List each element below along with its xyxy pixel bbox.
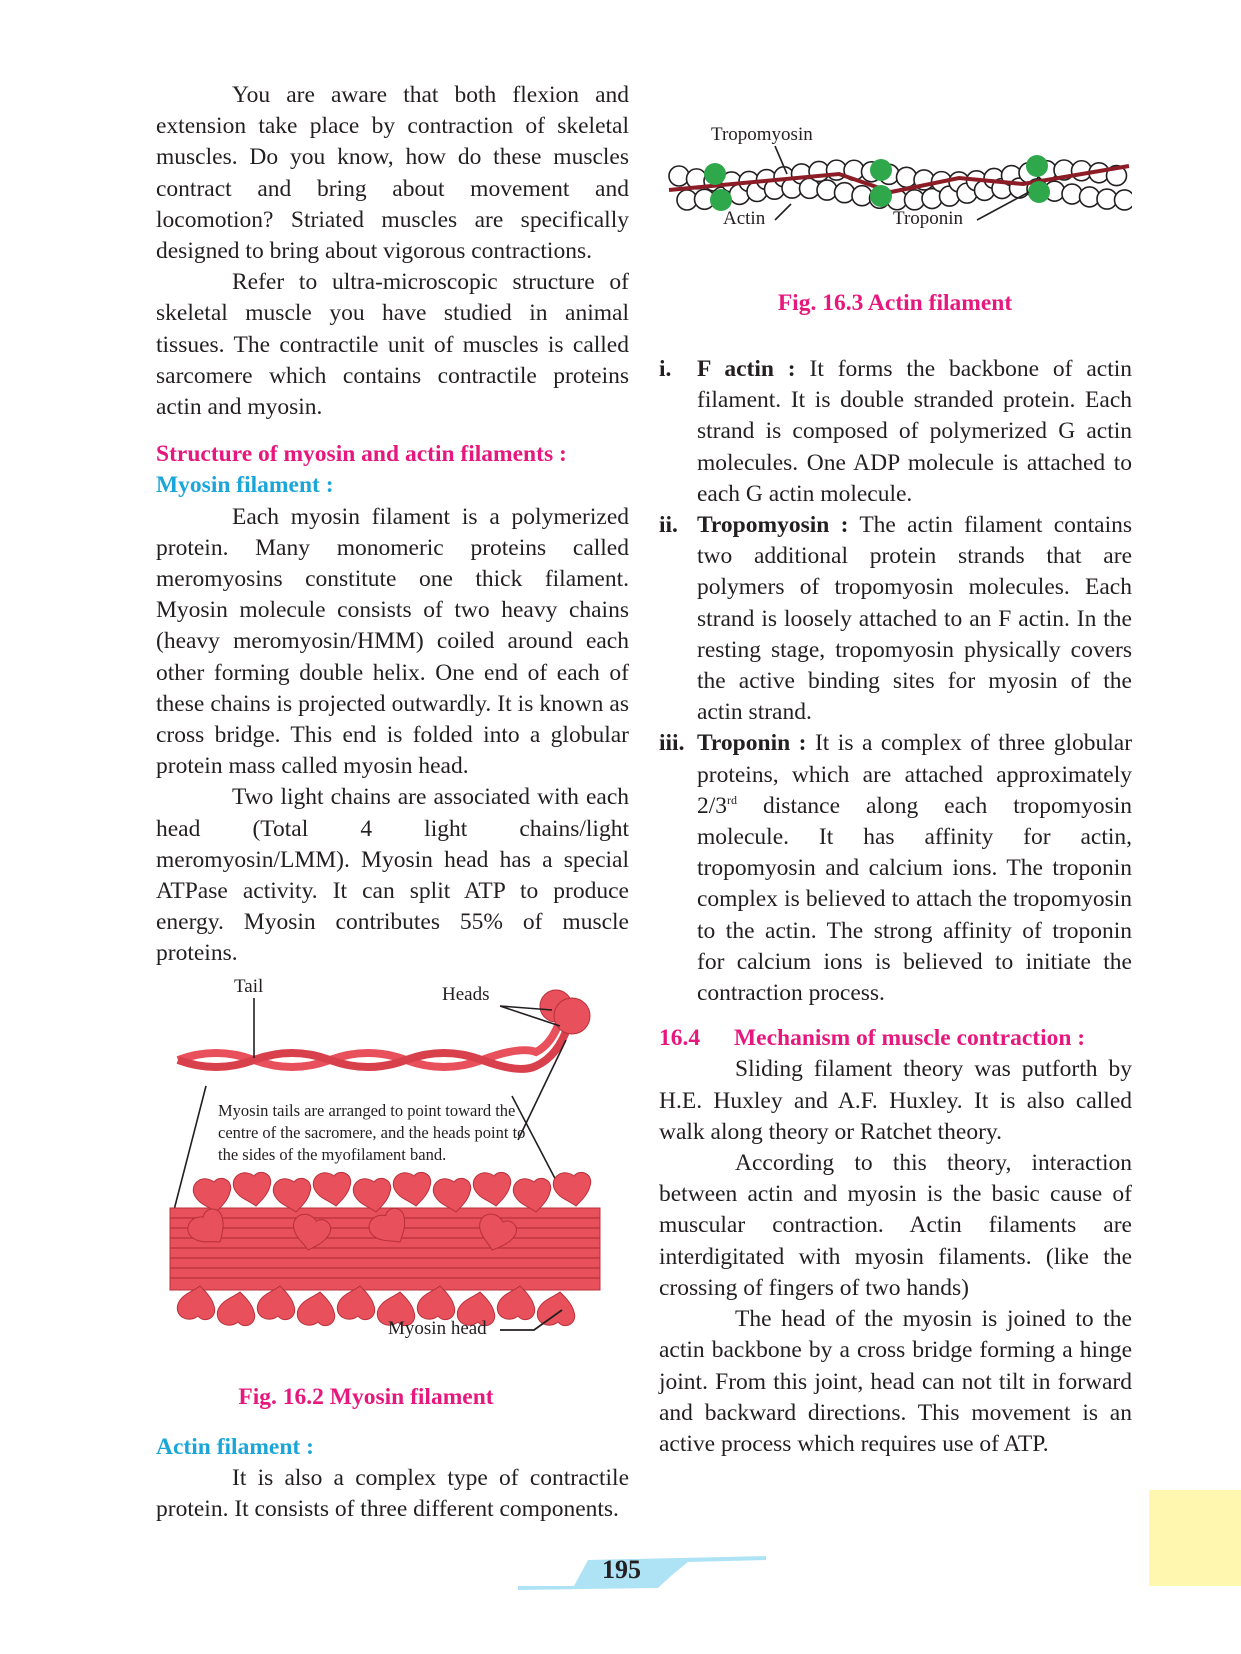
label-troponin: Troponin [893,208,964,229]
list-number: ii. [659,512,678,539]
paragraph-sliding: Sliding filament theory was putforth by H.E. Huxley and A.F. Huxley. It is also called walk along theory or Ratchet theory. [659,1056,1132,1145]
label-myosin-head: Myosin head [388,1318,487,1339]
paragraph-theory: According to this theory, interaction between actin and myosin is the basic cause of muscular contraction. Actin filaments are interdigitated with myosin filaments. (like the crossing of fingers of two hands) [659,1150,1132,1301]
g-actin-bead [1062,184,1082,204]
paragraph-myosin: Each myosin filament is a polymerized protein. Many monomeric proteins called meromyosins constitute one thick filament. Myosin molecule consists of two heavy chains (heavy meromyosin/HMM) coiled around each other forming double helix. One end of each of these chains is projected outwardly. It is known as cross bridge. This end is folded into a globular protein mass called myosin head. [156,503,629,780]
term-f-actin: F actin : [697,356,796,382]
caption-fig-16-2: Fig. 16.2 Myosin filament [238,1384,494,1410]
g-actin-bead [835,183,855,203]
myosin-diagram [156,980,629,1360]
label-heads: Heads [442,984,490,1005]
myosin-filament-figure [156,976,629,1360]
heading-myosin-filament: Myosin filament : [156,472,334,499]
text-f-actin: It forms the backbone of actin filament. It is double stranded protein. Each strand is composed of polymerized G actin molecules. One ADP molecule is attached to each G actin molecule. [697,356,1132,507]
superscript-rd: rd [727,793,738,808]
list-number: i. [659,356,672,382]
left-column [156,80,629,970]
page-number-band-shape [518,1552,766,1592]
heading-structure: Structure of myosin and actin filaments : [156,441,567,468]
label-tail: Tail [234,976,264,997]
text-tropomyosin: The actin filament contains two additional protein strands that are polymers of tropomyosin molecules. Each strand is loosely attached to an F actin. In the resting stage, tropomyosin physically covers the active binding sites for myosin of the actin strand. [697,512,1133,726]
section-title: Mechanism of muscle contraction : [734,1025,1086,1052]
g-actin-bead [669,166,689,186]
term-troponin: Troponin : [697,730,807,757]
label-actin: Actin [723,208,766,229]
page-number-band [518,1552,766,1592]
text-troponin-1: It is a complex of three globular proteins, which are attached approximately 2/3 [697,730,1133,819]
heading-actin-filament: Actin filament : [156,1434,314,1460]
list-item-troponin [659,728,1132,1009]
page-number: 195 [602,1555,641,1584]
list-item-tropomyosin [659,510,1132,728]
label-tropomyosin: Tropomyosin [711,124,813,145]
list-item-f-actin [659,354,1132,510]
section-number: 16.4 [659,1025,701,1052]
section-heading [659,1023,1132,1054]
g-actin-bead [1115,190,1133,210]
g-actin-bead [852,186,872,206]
g-actin-bead [817,180,837,200]
text-troponin-2: distance along each tropomyosin molecule. It has affinity for actin, tropomyosin and calcium ions. The troponin complex is believed to attach the tropomyosin to the actin. The strong affinity of troponin for calcium ions is believed to initiate the contraction process. [697,792,1132,1007]
paragraph-actin: It is also a complex type of contractile protein. It consists of three different components. [156,1465,629,1523]
list-number: iii. [659,730,685,757]
term-tropomyosin: Tropomyosin : [697,512,849,539]
page-edge-tab [1149,1490,1241,1586]
caption-fig-16-3: Fig. 16.3 Actin filament [777,290,1013,316]
paragraph-light-chains: Two light chains are associated with each head (Total 4 light chains/light meromyosin/LMM). Myosin head has a special ATPase activity. It can split ATP to produce energy. Myosin contributes 55% of muscle proteins. [156,784,629,967]
myosin-note: Myosin tails are arranged to point toward the centre of the sacromere, and the heads point to the sides of the myofilament band. [218,1101,526,1164]
right-column [659,354,1132,1460]
paragraph-hinge: The head of the myosin is joined to the actin backbone by a cross bridge forming a hinge joint. From this joint, head can not tilt in forward and backward directions. This movement is an active process which requires use of ATP. [659,1306,1132,1457]
actin-section [156,1432,629,1526]
paragraph-sarcomere: Refer to ultra-microscopic structure of skeletal muscle you have studied in animal tissues. The contractile unit of muscles is called sarcomere which contains contractile proteins actin and myosin. [156,269,629,421]
paragraph-intro: You are aware that both flexion and extension take place by contraction of skeletal muscles. Do you know, how do these muscles contract and bring about movement and locomotion? Striated muscles are specifically designed to bring about vigorous contractions. [156,82,629,265]
g-actin-bead [897,167,917,187]
actin-filament-figure [659,124,1132,250]
